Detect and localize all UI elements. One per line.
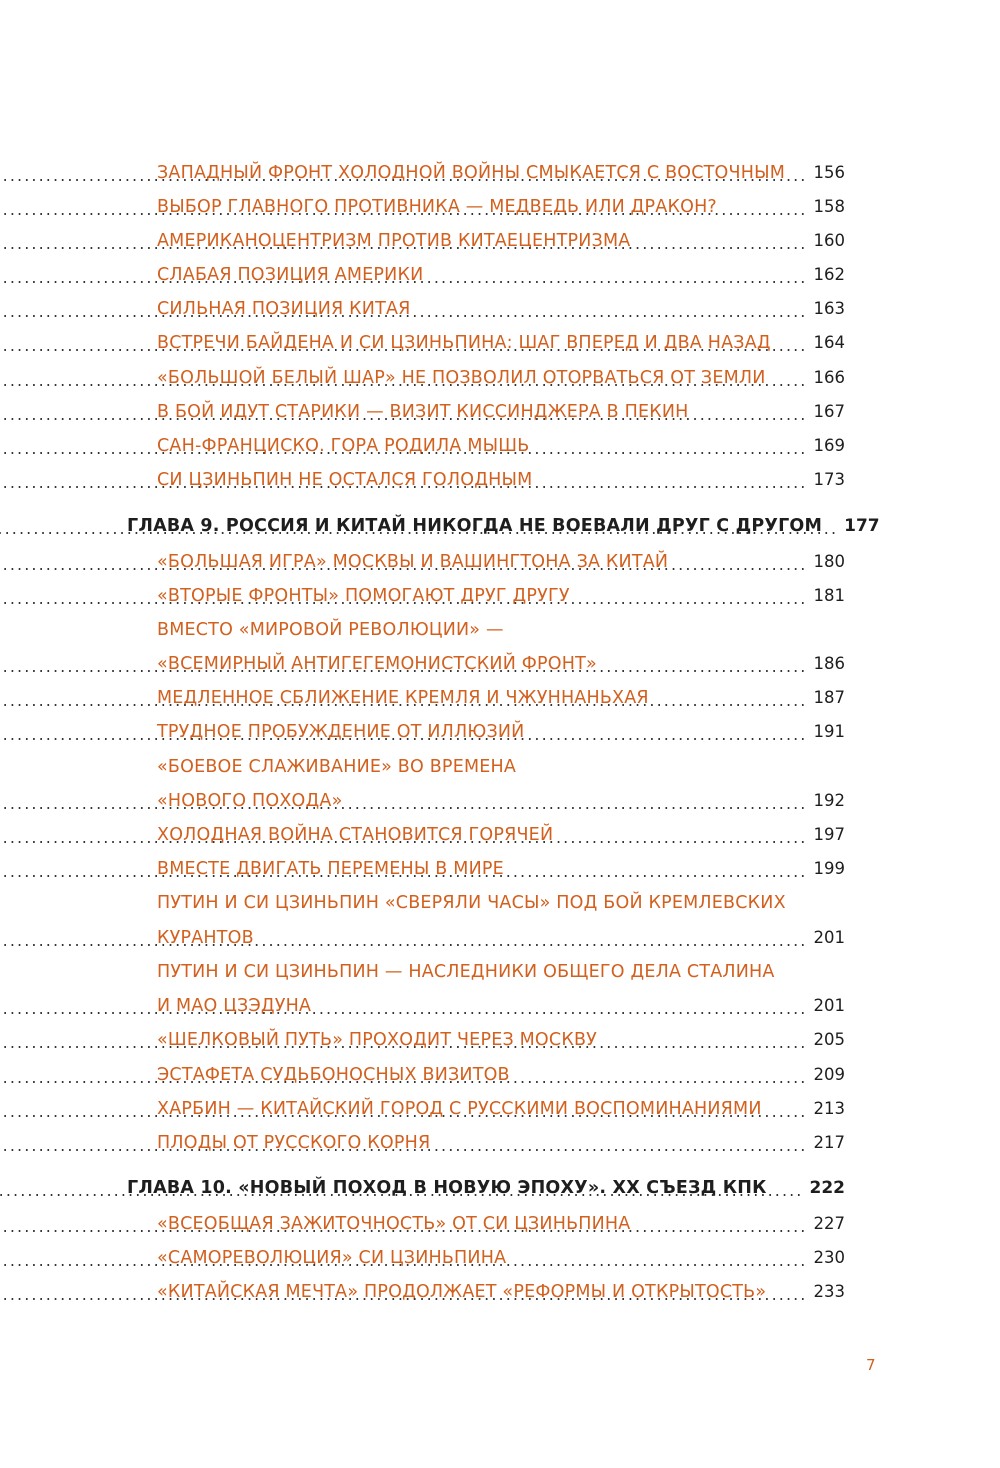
toc-entry — [157, 1126, 845, 1160]
toc-entry-page: 191 — [813, 722, 845, 741]
toc-entry-title: ПЛОДЫ ОТ РУССКОГО КОРНЯ — [157, 1133, 431, 1153]
toc-entry — [157, 258, 845, 292]
toc-entry-page: 162 — [813, 265, 845, 284]
toc-entry — [157, 1092, 845, 1126]
toc-entry-title: «БОЛЬШОЙ БЕЛЫЙ ШАР» НЕ ПОЗВОЛИЛ ОТОРВАТЬСЯ ОТ ЗЕМЛИ — [157, 368, 766, 388]
toc-entry — [157, 1023, 845, 1057]
toc-entry — [157, 1275, 845, 1309]
dot-leader — [775, 326, 808, 360]
toc-entry-page: 213 — [813, 1099, 845, 1118]
toc-entry — [157, 647, 845, 681]
toc-entry-title: ХАРБИН — КИТАЙСКИЙ ГОРОД С РУССКИМИ ВОСПОМИНАНИЯМИ — [157, 1099, 762, 1119]
toc-entry-page: 233 — [813, 1282, 845, 1301]
dot-leader — [510, 1241, 807, 1275]
toc-chapter-heading — [127, 1171, 845, 1205]
toc-entry-page: 180 — [813, 552, 845, 571]
dot-leader — [601, 647, 808, 681]
dot-leader — [789, 156, 807, 190]
toc-entry-continued — [157, 750, 845, 784]
toc-entry-title: СЛАБАЯ ПОЗИЦИЯ АМЕРИКИ — [157, 265, 424, 285]
toc-entry-page: 227 — [813, 1214, 845, 1233]
toc-entry-page: 199 — [813, 859, 845, 878]
toc-entry-title: ПУТИН И СИ ЦЗИНЬПИН «СВЕРЯЛИ ЧАСЫ» ПОД БОЙ КРЕМЛЕВСКИХ — [157, 893, 786, 913]
toc-entry-page: 160 — [813, 231, 845, 250]
toc-entry — [157, 545, 845, 579]
toc-entry-page: 167 — [813, 402, 845, 421]
toc-entry-title: «КИТАЙСКАЯ МЕЧТА» ПРОДОЛЖАЕТ «РЕФОРМЫ И ОТКРЫТОСТЬ» — [157, 1282, 767, 1302]
toc-entry-title: СИЛЬНАЯ ПОЗИЦИЯ КИТАЯ — [157, 299, 411, 319]
toc-entry — [157, 784, 845, 818]
toc-entry — [157, 156, 845, 190]
toc-entry-title: ЭСТАФЕТА СУДЬБОНОСНЫХ ВИЗИТОВ — [157, 1065, 510, 1085]
toc-entry — [157, 361, 845, 395]
toc-entry-title: СИ ЦЗИНЬПИН НЕ ОСТАЛСЯ ГОЛОДНЫМ — [157, 470, 533, 490]
toc-entry-title: ВМЕСТЕ ДВИГАТЬ ПЕРЕМЕНЫ В МИРЕ — [157, 859, 504, 879]
dot-leader — [315, 989, 807, 1023]
dot-leader — [557, 818, 807, 852]
toc-entry — [157, 579, 845, 613]
dot-leader — [601, 1023, 807, 1057]
toc-entry-title: КУРАНТОВ — [157, 928, 254, 948]
toc-entry — [157, 326, 845, 360]
toc-entry-continued — [157, 613, 845, 647]
toc-entry-title: И МАО ЦЗЭДУНА — [157, 996, 312, 1016]
toc-entry-title: «ШЕЛКОВЫЙ ПУТЬ» ПРОХОДИТ ЧЕРЕЗ МОСКВУ — [157, 1030, 598, 1050]
toc-chapter-title: ГЛАВА 9. РОССИЯ И КИТАЙ НИКОГДА НЕ ВОЕВАЛИ ДРУГ С ДРУГОМ — [127, 516, 823, 536]
toc-entry-page: 186 — [813, 654, 845, 673]
toc-entry-title: ВЫБОР ГЛАВНОГО ПРОТИВНИКА — МЕДВЕДЬ ИЛИ ДРАКОН? — [157, 197, 717, 217]
toc-entry — [157, 224, 845, 258]
toc-entry-page: 192 — [813, 791, 845, 810]
toc-entry-page: 156 — [813, 163, 845, 182]
toc-entry — [157, 463, 845, 497]
toc-entry-title: ЗАПАДНЫЙ ФРОНТ ХОЛОДНОЙ ВОЙНЫ СМЫКАЕТСЯ С ВОСТОЧНЫМ — [157, 163, 786, 183]
toc-entry — [157, 818, 845, 852]
dot-leader — [346, 784, 807, 818]
dot-leader — [770, 361, 808, 395]
dot-leader — [771, 1171, 804, 1205]
toc-entry-title: ХОЛОДНАЯ ВОЙНА СТАНОВИТСЯ ГОРЯЧЕЙ — [157, 825, 554, 845]
dot-leader — [693, 395, 808, 429]
toc-entry-page: 166 — [813, 368, 845, 387]
toc-chapter-title: ГЛАВА 10. «НОВЫЙ ПОХОД В НОВУЮ ЭПОХУ». XX СЪЕЗД КПК — [127, 1178, 767, 1198]
toc-entry-title: «НОВОГО ПОХОДА» — [157, 791, 343, 811]
dot-leader — [434, 1126, 807, 1160]
toc-entry-title: ВМЕСТО «МИРОВОЙ РЕВОЛЮЦИИ» — — [157, 620, 504, 640]
toc-entry — [157, 190, 845, 224]
toc-entry-page: 158 — [813, 197, 845, 216]
toc-entry-title: «ВТОРЫЕ ФРОНТЫ» ПОМОГАЮТ ДРУГ ДРУГУ — [157, 586, 570, 606]
dot-leader — [634, 1207, 807, 1241]
toc-entry-title: В БОЙ ИДУТ СТАРИКИ — ВИЗИТ КИССИНДЖЕРА В ПЕКИН — [157, 402, 689, 422]
toc-entry-title: «ВСЕОБЩАЯ ЗАЖИТОЧНОСТЬ» ОТ СИ ЦЗИНЬПИНА — [157, 1214, 631, 1234]
toc-entry — [157, 395, 845, 429]
dot-leader — [770, 1275, 807, 1309]
toc-entry-page: 187 — [813, 688, 845, 707]
toc-entry — [157, 1058, 845, 1092]
toc-entry-title: «БОЕВОЕ СЛАЖИВАНИЕ» ВО ВРЕМЕНА — [157, 757, 517, 777]
toc-entry-title: ПУТИН И СИ ЦЗИНЬПИН — НАСЛЕДНИКИ ОБЩЕГО ДЕЛА СТАЛИНА — [157, 962, 775, 982]
toc-entry-page: 197 — [813, 825, 845, 844]
toc-entry-page: 201 — [813, 996, 845, 1015]
toc-entry-title: «БОЛЬШАЯ ИГРА» МОСКВЫ И ВАШИНГТОНА ЗА КИТАЙ — [157, 552, 669, 572]
dot-leader — [653, 681, 808, 715]
toc-entry — [157, 989, 845, 1023]
dot-leader — [634, 224, 807, 258]
dot-leader — [574, 579, 808, 613]
toc-entry-page: 163 — [813, 299, 845, 318]
dot-leader — [415, 292, 808, 326]
dot-leader — [766, 1092, 808, 1126]
toc-chapter-heading — [127, 509, 880, 543]
dot-leader — [258, 921, 808, 955]
dot-leader — [528, 715, 807, 749]
toc-entry-page: 201 — [813, 928, 845, 947]
dot-leader — [533, 429, 807, 463]
page-number: 7 — [866, 1356, 876, 1374]
toc-entry-page: 205 — [813, 1030, 845, 1049]
toc-chapter-page: 222 — [809, 1178, 845, 1198]
toc-entry-page: 173 — [813, 470, 845, 489]
dot-leader — [427, 258, 807, 292]
toc-entry — [157, 429, 845, 463]
toc-entry-page: 209 — [813, 1065, 845, 1084]
toc-entry — [157, 1241, 845, 1275]
toc-entry — [157, 1207, 845, 1241]
toc-entry-title: АМЕРИКАНОЦЕНТРИЗМ ПРОТИВ КИТАЕЦЕНТРИЗМА — [157, 231, 631, 251]
dot-leader — [536, 463, 807, 497]
toc-entry-page: 217 — [813, 1133, 845, 1152]
toc-entry-title: ВСТРЕЧИ БАЙДЕНА И СИ ЦЗИНЬПИНА: ШАГ ВПЕРЕД И ДВА НАЗАД — [157, 333, 771, 353]
toc-entry — [157, 921, 845, 955]
toc-entry — [157, 852, 845, 886]
toc-entry-title: МЕДЛЕННОЕ СБЛИЖЕНИЕ КРЕМЛЯ И ЧЖУННАНЬХАЯ — [157, 688, 649, 708]
toc-entry-title: «ВСЕМИРНЫЙ АНТИГЕГЕМОНИСТСКИЙ ФРОНТ» — [157, 654, 597, 674]
dot-leader — [826, 509, 838, 543]
toc-entry-page: 230 — [813, 1248, 845, 1267]
toc-entry — [157, 292, 845, 326]
toc-entry — [157, 715, 845, 749]
dot-leader — [721, 190, 808, 224]
toc-entry-title: САН-ФРАНЦИСКО. ГОРА РОДИЛА МЫШЬ — [157, 436, 530, 456]
toc-chapter-page: 177 — [844, 516, 880, 536]
toc-entry-page: 181 — [813, 586, 845, 605]
dot-leader — [672, 545, 807, 579]
toc-entry-continued — [157, 886, 845, 920]
dot-leader — [508, 852, 808, 886]
toc-entry-title: ТРУДНОЕ ПРОБУЖДЕНИЕ ОТ ИЛЛЮЗИЙ — [157, 722, 525, 742]
toc-entry-page: 169 — [813, 436, 845, 455]
toc-entry-page: 164 — [813, 333, 845, 352]
toc-entry-continued — [157, 955, 845, 989]
toc-entry — [157, 681, 845, 715]
toc-entry-title: «САМОРЕВОЛЮЦИЯ» СИ ЦЗИНЬПИНА — [157, 1248, 507, 1268]
dot-leader — [514, 1058, 808, 1092]
